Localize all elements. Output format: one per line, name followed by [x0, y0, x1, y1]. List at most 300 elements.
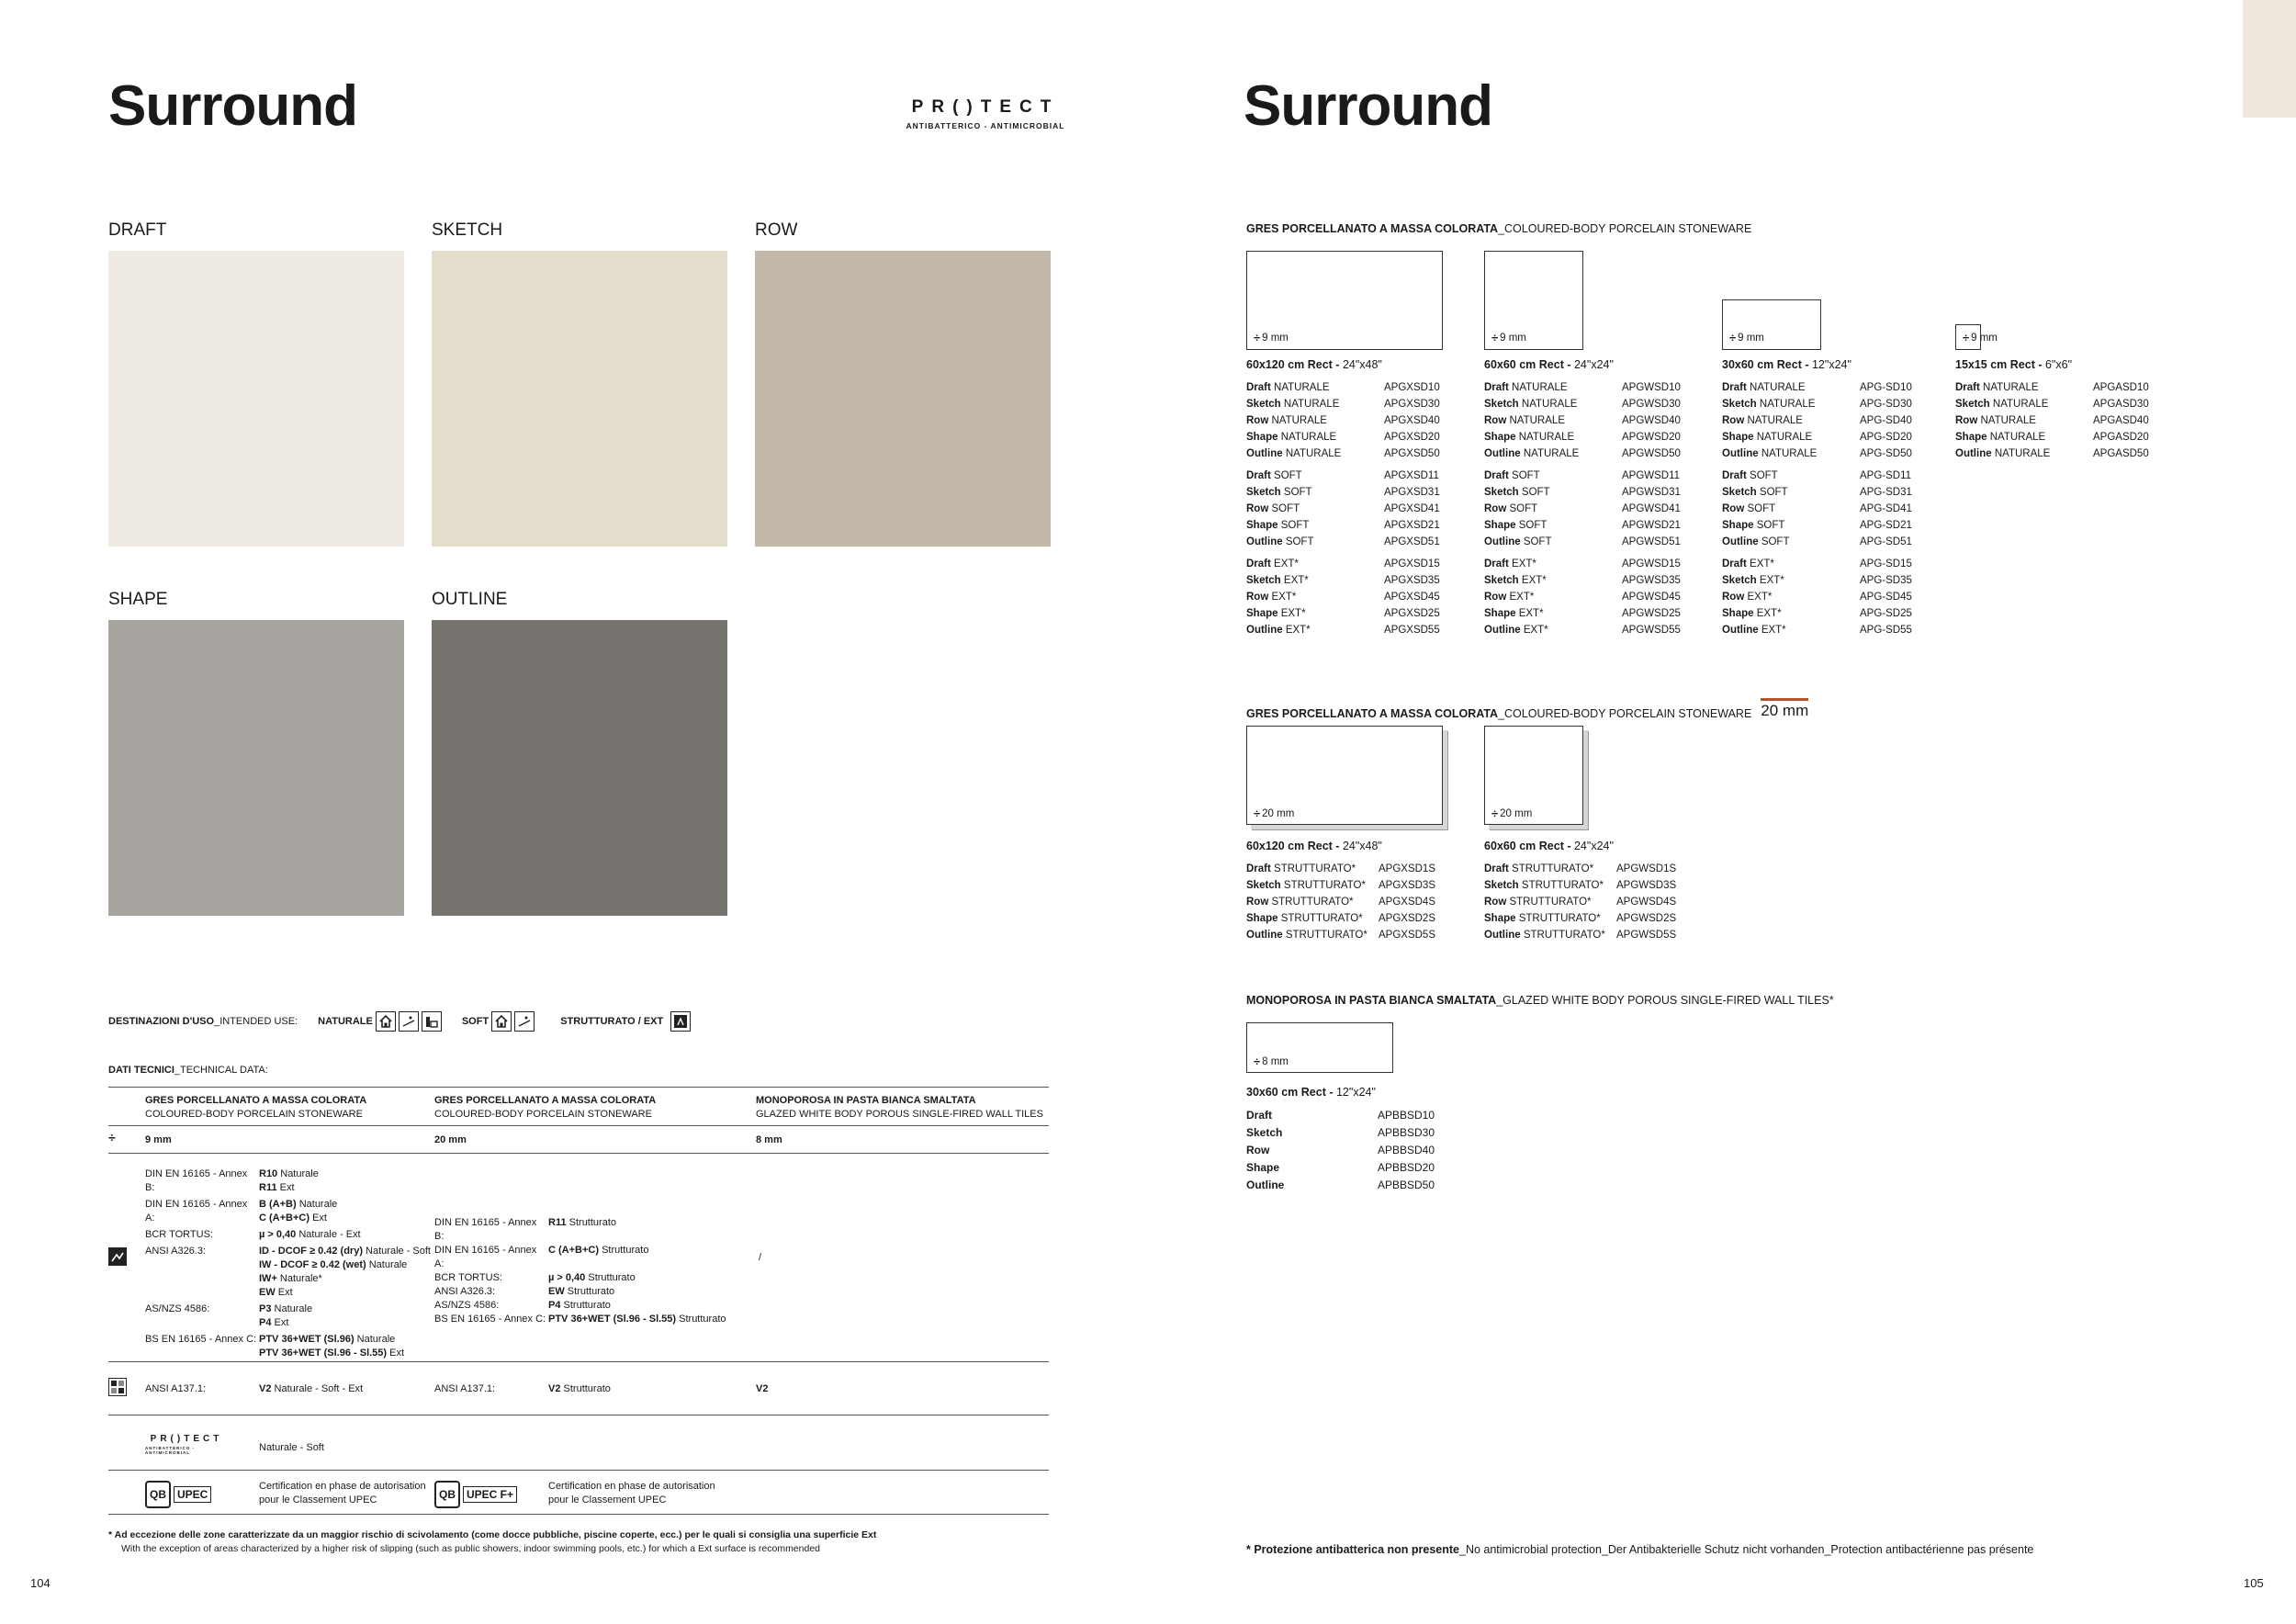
table-rule — [108, 1470, 1049, 1471]
item-name — [1955, 396, 2093, 412]
item-name — [1246, 605, 1384, 622]
list-item — [1246, 1107, 1435, 1124]
item-color: Outline — [1484, 448, 1521, 459]
item-finish: NATURALE — [1979, 382, 2039, 393]
slip-value — [259, 1167, 319, 1181]
item-code: APGWSD35 — [1622, 575, 1681, 586]
item-color: Shape — [1722, 520, 1754, 531]
item-color: Sketch — [1484, 487, 1519, 498]
list-item — [1246, 379, 1440, 396]
item-name — [1955, 412, 2093, 429]
list-item — [1722, 429, 1912, 445]
code-list — [1246, 1107, 1435, 1194]
slip-key: BCR TORTUS: — [145, 1229, 213, 1240]
tile-format — [1246, 1086, 1376, 1099]
item-finish: STRUTTURATO* — [1277, 913, 1363, 924]
item-color: Draft — [1722, 558, 1747, 570]
item-finish: EXT* — [1508, 558, 1536, 570]
ansi-key-9: ANSI A137.1: — [145, 1383, 207, 1394]
item-name — [1484, 622, 1622, 638]
slip-key: AS/NZS 4586: — [434, 1300, 500, 1311]
ansi-key-20: ANSI A137.1: — [434, 1383, 496, 1394]
item-finish: NATURALE — [1277, 432, 1337, 443]
item-name — [1955, 429, 2093, 445]
slip-key: DIN EN 16165 - Annex A: — [434, 1245, 537, 1269]
tech-col-20mm-head: GRES PORCELLANATO A MASSA COLORATA COLOURED-BODY PORCELAIN STONEWARE — [434, 1095, 657, 1120]
item-name — [1246, 445, 1384, 462]
list-item — [1246, 556, 1440, 572]
item-finish: EXT* — [1744, 592, 1773, 603]
list-item — [1246, 501, 1440, 517]
item-finish: SOFT — [1746, 470, 1778, 481]
item-name — [1955, 445, 2093, 462]
item-finish: EXT* — [1280, 575, 1309, 586]
item-color: Sketch — [1722, 399, 1757, 410]
item-code: APGWSD11 — [1622, 470, 1681, 481]
item-finish: NATURALE — [1746, 382, 1806, 393]
item-name — [1722, 622, 1860, 638]
table-rule — [108, 1153, 1049, 1154]
tile-thickness-value: 9 mm — [1738, 332, 1764, 344]
item-finish: NATURALE — [1508, 382, 1568, 393]
item-code: APGXSD40 — [1384, 415, 1440, 426]
item-finish: EXT* — [1756, 575, 1784, 586]
table-rule — [108, 1125, 1049, 1126]
item-finish: STRUTTURATO* — [1282, 930, 1367, 941]
item-code: APGWSD51 — [1622, 536, 1681, 547]
item-name — [1722, 468, 1860, 484]
item-color: Shape — [1484, 432, 1516, 443]
tile-format-size: 15x15 cm Rect - — [1955, 358, 2045, 371]
list-item — [1484, 572, 1681, 589]
item-code: APG-SD21 — [1860, 520, 1912, 531]
slip-key: ANSI A326.3: — [145, 1246, 207, 1257]
item-finish: NATURALE — [1270, 382, 1330, 393]
slip-values — [259, 1167, 319, 1195]
tech-data-label: DATI TECNICI_TECHNICAL DATA: — [108, 1065, 268, 1076]
item-code: APBBSD40 — [1378, 1144, 1435, 1156]
item-color: Draft — [1722, 382, 1747, 393]
thickness-badge-20mm: 20 mm — [1761, 698, 1808, 720]
item-code: APGXSD35 — [1384, 575, 1440, 586]
slip-value-strong: PTV 36+WET (Sl.96 - Sl.55) — [548, 1314, 677, 1325]
slip-value-note: Ext — [275, 1287, 293, 1298]
tile-thickness-value: 9 mm — [1971, 332, 1998, 344]
item-color: Shape — [1246, 913, 1278, 924]
item-name — [1722, 556, 1860, 572]
list-item — [1722, 468, 1912, 484]
slip-value-strong: IW - DCOF ≥ 0.42 (wet) — [259, 1259, 366, 1270]
item-name — [1246, 501, 1384, 517]
footnote-it: * Ad eccezione delle zone caratterizzate da un maggior rischio di scivolamento (come docce pubbliche, piscine coperte, ecc.) per le quali si consiglia una superficie Ext — [108, 1529, 877, 1540]
item-color: Sketch — [1246, 487, 1281, 498]
item-finish: NATURALE — [1989, 399, 2049, 410]
slip-value-strong: P3 — [259, 1303, 272, 1314]
item-name — [1246, 468, 1384, 484]
list-item — [1484, 501, 1681, 517]
item-finish: STRUTTURATO* — [1280, 880, 1366, 891]
item-finish: EXT* — [1520, 625, 1548, 636]
tile-thickness — [1254, 331, 1289, 344]
slip-value-strong: ID - DCOF ≥ 0.42 (dry) — [259, 1246, 363, 1257]
item-color: Row — [1246, 592, 1269, 603]
list-item — [1246, 396, 1440, 412]
item-name — [1484, 605, 1622, 622]
list-item — [1484, 910, 1676, 927]
slip-values — [259, 1228, 361, 1242]
item-finish: EXT* — [1746, 558, 1774, 570]
slip-values — [259, 1333, 404, 1360]
list-item — [1246, 589, 1440, 605]
item-color: Outline — [1722, 536, 1759, 547]
tile-format — [1246, 840, 1382, 852]
slip-resistance-icon — [108, 1247, 127, 1266]
slip-entry — [434, 1299, 726, 1313]
shade-variation-icon — [108, 1378, 127, 1396]
slip-value-strong: C (A+B+C) — [259, 1212, 310, 1224]
item-name — [1246, 412, 1384, 429]
item-color: Shape — [1246, 520, 1278, 531]
list-item — [1722, 501, 1912, 517]
protect-logo-small: PR()TECT ANTIBATTERICO - ANTIMICROBIAL — [145, 1434, 223, 1455]
list-item — [1246, 412, 1440, 429]
item-code: APGWSD45 — [1622, 592, 1681, 603]
slip-value — [548, 1285, 614, 1299]
intended-use-row — [108, 1011, 691, 1032]
item-name — [1484, 501, 1622, 517]
item-code: APGWSD2S — [1616, 913, 1677, 924]
thickness-icon: ÷ — [1491, 331, 1499, 344]
slip-value-note: Naturale — [271, 1303, 313, 1314]
upecf-text: Certification en phase de autorisation pour le Classement UPEC — [548, 1481, 715, 1506]
tech-thk-9: 9 mm — [145, 1134, 172, 1145]
use-soft-label: SOFT — [461, 1016, 490, 1027]
item-name — [1722, 572, 1860, 589]
item-color: Shape — [1484, 520, 1516, 531]
slip-entry — [434, 1313, 726, 1326]
tile-thickness-value: 9 mm — [1262, 332, 1289, 344]
item-color: Row — [1246, 503, 1269, 514]
slip-entry — [145, 1245, 431, 1300]
item-color: Row — [1722, 415, 1745, 426]
item-name — [1484, 534, 1622, 550]
item-finish: STRUTTURATO* — [1508, 863, 1594, 874]
item-code: APGXSD50 — [1384, 448, 1440, 459]
upec-logo: QB UPEC — [145, 1481, 211, 1508]
slip-key: AS/NZS 4586: — [145, 1303, 210, 1314]
item-name — [1246, 517, 1384, 534]
slip-value-strong: B (A+B) — [259, 1199, 297, 1210]
tile-format — [1955, 358, 2072, 371]
item-color: Draft — [1484, 382, 1509, 393]
item-color: Outline — [1246, 536, 1283, 547]
list-item — [1955, 412, 2149, 429]
item-code: APG-SD35 — [1860, 575, 1912, 586]
item-name — [1722, 484, 1860, 501]
code-list — [1246, 861, 1435, 943]
item-code: APGWSD5S — [1616, 930, 1677, 941]
item-code: APGWSD21 — [1622, 520, 1681, 531]
ansi-val-20: V2 Strutturato — [548, 1383, 611, 1394]
item-finish: EXT* — [1753, 608, 1782, 619]
item-color: Row — [1484, 503, 1507, 514]
item-finish: SOFT — [1518, 487, 1550, 498]
tech-col-9mm-head: GRES PORCELLANATO A MASSA COLORATA COLOURED-BODY PORCELAIN STONEWARE — [145, 1095, 367, 1120]
slip-value-note: Naturale - Ext — [296, 1229, 361, 1240]
list-item — [1246, 622, 1440, 638]
item-finish: NATURALE — [1518, 399, 1578, 410]
tech-thk-8: 8 mm — [756, 1134, 782, 1145]
item-code: APGXSD15 — [1384, 558, 1440, 570]
protect-value: Naturale - Soft — [259, 1442, 324, 1453]
list-item — [1246, 517, 1440, 534]
section-monoporosa-heading: MONOPOROSA IN PASTA BIANCA SMALTATA_GLAZED WHITE BODY POROUS SINGLE-FIRED WALL TILES* — [1246, 994, 1834, 1007]
item-code: APGASD20 — [2093, 432, 2149, 443]
item-name — [1484, 877, 1616, 894]
item-name — [1722, 412, 1860, 429]
item-name — [1722, 534, 1860, 550]
item-finish: NATURALE — [1977, 415, 2036, 426]
footnote-right: * Protezione antibatterica non presente_No antimicrobial protection_Der Antibakterielle Schutz nicht vorhanden_Protection antibactérienne pas présente — [1246, 1543, 2034, 1556]
item-name — [1246, 877, 1379, 894]
slip-entry — [145, 1198, 431, 1225]
list-item — [1246, 1177, 1435, 1194]
list-item — [1722, 445, 1912, 462]
use-strutturato-label: STRUTTURATO / EXT — [560, 1016, 664, 1027]
list-item — [1246, 605, 1440, 622]
table-rule — [108, 1087, 1049, 1088]
item-code: APGXSD2S — [1379, 913, 1435, 924]
list-item — [1484, 484, 1681, 501]
item-finish: EXT* — [1282, 625, 1311, 636]
item-color: Shape — [1722, 432, 1754, 443]
list-item — [1484, 861, 1676, 877]
ansi-val-9: V2 Naturale - Soft - Ext — [259, 1383, 364, 1394]
item-name — [1722, 429, 1860, 445]
item-name — [1484, 894, 1616, 910]
item-code: APGWSD1S — [1616, 863, 1677, 874]
tile-thickness — [1729, 331, 1764, 344]
slip-value-note: Ext — [387, 1348, 405, 1359]
tile-format-size: 60x120 cm Rect - — [1246, 840, 1343, 852]
outdoor-icon — [670, 1011, 691, 1032]
thickness-icon: ÷ — [1963, 331, 1970, 344]
item-finish: NATURALE — [1753, 432, 1813, 443]
slip-key: ANSI A326.3: — [434, 1286, 496, 1297]
item-code: APGXSD51 — [1384, 536, 1440, 547]
commercial-icon — [422, 1011, 442, 1032]
tile-thickness — [1254, 806, 1294, 820]
slip-value — [259, 1286, 431, 1300]
item-name — [1484, 572, 1622, 589]
slip-data-8mm: / — [759, 1252, 762, 1263]
item-name — [1484, 445, 1622, 462]
item-color: Sketch — [1955, 399, 1990, 410]
item-name — [1246, 910, 1379, 927]
slip-value-note: Strutturato — [564, 1286, 615, 1297]
item-name — [1246, 396, 1384, 412]
item-color: Draft — [1484, 558, 1509, 570]
tile-format-inch: 24"x48" — [1342, 840, 1382, 852]
item-code: APGWSD55 — [1622, 625, 1681, 636]
tile-format — [1246, 358, 1382, 371]
section-9mm-heading: GRES PORCELLANATO A MASSA COLORATA_COLOURED-BODY PORCELAIN STONEWARE — [1246, 222, 1752, 235]
item-code: APGXSD30 — [1384, 399, 1440, 410]
tile-format-size: 30x60 cm Rect - — [1246, 1086, 1336, 1099]
item-color: Shape — [1246, 1161, 1280, 1174]
item-color: Outline — [1722, 625, 1759, 636]
item-finish: SOFT — [1508, 470, 1540, 481]
item-finish: EXT* — [1270, 558, 1299, 570]
item-color: Row — [1722, 503, 1745, 514]
slip-data-9mm — [145, 1167, 431, 1363]
item-color: Outline — [1955, 448, 1992, 459]
item-color: Row — [1484, 592, 1507, 603]
item-color: Draft — [1246, 382, 1271, 393]
list-item — [1955, 445, 2149, 462]
list-item — [1246, 429, 1440, 445]
item-code: APBBSD50 — [1378, 1179, 1435, 1191]
thickness-icon: ÷ — [1491, 806, 1499, 820]
protect-logo-word: PR()TECT — [911, 97, 1060, 117]
slip-value — [259, 1198, 337, 1212]
slip-value-note: Naturale - Soft — [363, 1246, 431, 1257]
list-item — [1484, 429, 1681, 445]
intended-use-label: DESTINAZIONI D'USO — [108, 1016, 215, 1027]
page-edge-tab — [2243, 0, 2296, 118]
tile-format — [1484, 358, 1614, 371]
item-color: Outline — [1484, 536, 1521, 547]
item-finish: NATURALE — [1520, 448, 1580, 459]
tile-thickness-value: 8 mm — [1262, 1055, 1289, 1067]
item-color: Sketch — [1246, 575, 1281, 586]
thickness-icon: ÷ — [108, 1130, 116, 1145]
item-code: APBBSD10 — [1378, 1109, 1435, 1122]
slip-value — [259, 1333, 404, 1347]
item-name — [1722, 589, 1860, 605]
slip-value-strong: P4 — [259, 1317, 272, 1328]
item-code: APGASD40 — [2093, 415, 2149, 426]
tile-format-size: 60x120 cm Rect - — [1246, 358, 1343, 371]
code-list — [1722, 379, 1912, 638]
item-code: APGASD50 — [2093, 448, 2149, 459]
item-name — [1484, 589, 1622, 605]
item-name — [1246, 894, 1379, 910]
use-naturale-label: NATURALE — [318, 1016, 373, 1027]
item-name — [1484, 861, 1616, 877]
slip-value — [259, 1258, 431, 1272]
page-title-right: Surround — [1244, 74, 1492, 138]
list-item — [1484, 396, 1681, 412]
swatch-label-sketch: SKETCH — [432, 220, 503, 240]
list-item — [1484, 517, 1681, 534]
slip-value-strong: P4 — [548, 1300, 561, 1311]
item-finish: STRUTTURATO* — [1518, 880, 1604, 891]
item-finish: NATURALE — [1506, 415, 1565, 426]
slip-values — [259, 1198, 337, 1225]
slip-entry — [145, 1303, 431, 1330]
slip-value-strong: PTV 36+WET (Sl.96) — [259, 1334, 355, 1345]
item-finish: NATURALE — [1282, 448, 1342, 459]
list-item — [1484, 534, 1681, 550]
slip-value — [548, 1313, 726, 1326]
list-item — [1246, 534, 1440, 550]
list-item — [1722, 396, 1912, 412]
item-code: APG-SD10 — [1860, 382, 1912, 393]
item-finish: SOFT — [1744, 503, 1776, 514]
swatch-outline — [432, 620, 727, 916]
item-code: APGWSD30 — [1622, 399, 1681, 410]
item-code: APGXSD45 — [1384, 592, 1440, 603]
slip-value-note: Strutturato — [560, 1300, 611, 1311]
item-finish: EXT* — [1277, 608, 1306, 619]
item-name — [1722, 605, 1860, 622]
item-finish: STRUTTURATO* — [1520, 930, 1605, 941]
page-number-left: 104 — [30, 1576, 51, 1590]
list-item — [1246, 1142, 1435, 1159]
slip-key: BS EN 16165 - Annex C: — [434, 1314, 546, 1325]
item-code: APG-SD25 — [1860, 608, 1912, 619]
slip-value — [259, 1212, 337, 1225]
tile-format-inch: 6"x6" — [2044, 358, 2073, 371]
list-item — [1246, 861, 1435, 877]
list-item — [1484, 379, 1681, 396]
slip-value-note: Naturale — [277, 1168, 319, 1179]
item-name — [1246, 572, 1384, 589]
list-item — [1246, 445, 1440, 462]
item-code: APGWSD25 — [1622, 608, 1681, 619]
list-item — [1246, 894, 1435, 910]
slip-value-note: Naturale — [354, 1334, 396, 1345]
item-code: APGWSD50 — [1622, 448, 1681, 459]
slip-key: DIN EN 16165 - Annex A: — [145, 1199, 248, 1224]
tech-thk-20: 20 mm — [434, 1134, 467, 1145]
item-name — [1484, 412, 1622, 429]
item-code: APBBSD30 — [1378, 1126, 1435, 1139]
item-code: APGXSD25 — [1384, 608, 1440, 619]
item-finish: NATURALE — [1986, 432, 2046, 443]
intended-use-label-en: _INTENDED USE: — [214, 1016, 298, 1027]
tile-format-inch: 24"x48" — [1342, 358, 1382, 371]
tile-format — [1484, 840, 1614, 852]
list-item — [1484, 877, 1676, 894]
item-color: Outline — [1246, 625, 1283, 636]
item-color: Sketch — [1484, 880, 1519, 891]
list-item — [1722, 572, 1912, 589]
item-color: Sketch — [1722, 575, 1757, 586]
item-finish: STRUTTURATO* — [1268, 897, 1354, 908]
table-rule — [108, 1361, 1049, 1362]
tile-format-size: 60x60 cm Rect - — [1484, 358, 1574, 371]
item-code: APGXSD1S — [1379, 863, 1435, 874]
tile-thickness-value: 20 mm — [1262, 807, 1295, 819]
item-color: Outline — [1484, 625, 1521, 636]
item-color: Row — [1955, 415, 1978, 426]
slip-value-note: Ext — [271, 1317, 289, 1328]
ramp-icon — [514, 1011, 535, 1032]
slip-value — [259, 1347, 404, 1360]
swatch-label-row: ROW — [755, 220, 798, 240]
swatch-label-outline: OUTLINE — [432, 590, 508, 609]
item-color: Row — [1246, 897, 1269, 908]
list-item — [1246, 468, 1440, 484]
item-name — [1484, 556, 1622, 572]
item-code: APGWSD41 — [1622, 503, 1681, 514]
item-finish: STRUTTURATO* — [1506, 897, 1592, 908]
item-name — [1246, 534, 1384, 550]
slip-value-strong: C (A+B+C) — [548, 1245, 600, 1256]
code-list — [1484, 861, 1676, 943]
